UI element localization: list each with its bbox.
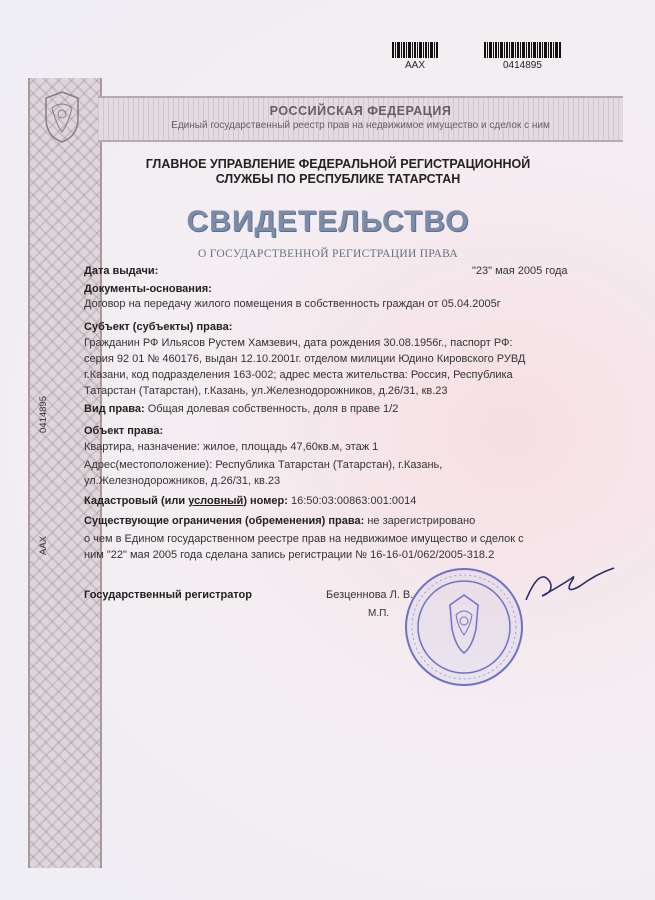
country-title: РОССИЙСКАЯ ФЕДЕРАЦИЯ xyxy=(269,104,452,118)
authority-heading xyxy=(108,157,568,187)
issue-date-value: "23" мая 2005 года xyxy=(472,265,568,277)
registrar-name: Безценнова Л. В. xyxy=(326,589,414,601)
registrar-label: Государственный регистратор xyxy=(84,589,252,601)
decorative-border-left xyxy=(28,78,102,868)
seal-place: М.П. xyxy=(368,608,390,619)
right-type-label: Вид права: xyxy=(84,403,145,415)
record-line-2: ним "22" мая 2005 года сделана запись регистрации № 16-16-01/062/2005-318.2 xyxy=(84,549,495,561)
registry-name: Единый государственный реестр прав на недвижимое имущество и сделок с ним xyxy=(171,120,550,131)
barcode-series xyxy=(392,42,440,58)
cadastral-label-pre: Кадастровый (или xyxy=(84,495,189,507)
official-seal-icon xyxy=(402,565,526,689)
registry-header xyxy=(98,104,623,131)
object-label: Объект права: xyxy=(84,425,164,437)
subject-label: Субъект (субъекты) права: xyxy=(84,321,233,333)
encumbrance-value: не зарегистрировано xyxy=(367,515,476,527)
record-line-1: о чем в Едином государственном реестре прав на недвижимое имущество и сделок с xyxy=(84,533,524,545)
authority-line-1: ГЛАВНОЕ УПРАВЛЕНИЕ ФЕДЕРАЛЬНОЙ РЕГИСТРАЦИОННОЙ xyxy=(145,157,531,171)
encumbrance-label: Существующие ограничения (обременения) права: xyxy=(84,515,365,527)
subject-line-1: Гражданин РФ Ильясов Рустем Хамзевич, дата рождения 30.08.1956г., паспорт РФ: xyxy=(84,337,513,349)
side-serial-number: 0414895 xyxy=(38,396,49,433)
signature-icon xyxy=(520,560,620,610)
coat-of-arms-icon xyxy=(38,88,86,146)
series-number: ААХ xyxy=(405,60,426,71)
right-type-value: Общая долевая собственность, доля в праве 1/2 xyxy=(147,403,399,415)
cadastral-label-underlined: условный xyxy=(188,495,244,507)
basis-text: Договор на передачу жилого помещения в собственность граждан от 05.04.2005г xyxy=(84,298,501,310)
side-series-number: ААХ xyxy=(38,536,49,556)
object-address-1: Адрес(местоположение): Республика Татарстан (Татарстан), г.Казань, xyxy=(84,459,443,471)
object-description: Квартира, назначение: жилое, площадь 47,60кв.м, этаж 1 xyxy=(84,441,379,453)
serial-number: 0414895 xyxy=(503,60,542,71)
certificate-subtitle: О ГОСУДАРСТВЕННОЙ РЕГИСТРАЦИИ ПРАВА xyxy=(197,248,459,260)
subject-line-3: г.Казани, код подразделения 163-002; адрес места жительства: Россия, Республика xyxy=(84,369,513,381)
basis-label: Документы-основания: xyxy=(84,283,212,295)
subject-line-2: серия 92 01 № 460176, выдан 12.10.2001г. отделом милиции Юдино Кировского РУВД xyxy=(84,353,526,365)
encumbrance-row xyxy=(84,514,475,529)
cadastral-row xyxy=(84,494,416,509)
barcode-number xyxy=(484,42,562,58)
right-type-row xyxy=(84,402,398,417)
authority-line-2: СЛУЖБЫ ПО РЕСПУБЛИКЕ ТАТАРСТАН xyxy=(215,172,461,186)
cadastral-value: 16:50:03:00863:001:0014 xyxy=(290,495,417,507)
certificate-title: СВИДЕТЕЛЬСТВО xyxy=(186,205,470,238)
object-address-2: ул.Железнодорожников, д.26/31, кв.23 xyxy=(84,475,281,487)
issue-date-label: Дата выдачи: xyxy=(84,265,159,277)
subject-line-4: Татарстан (Татарстан), г.Казань, ул.Железнодорожников, д.26/31, кв.23 xyxy=(84,385,448,397)
cadastral-label-post: ) номер: xyxy=(243,495,288,507)
